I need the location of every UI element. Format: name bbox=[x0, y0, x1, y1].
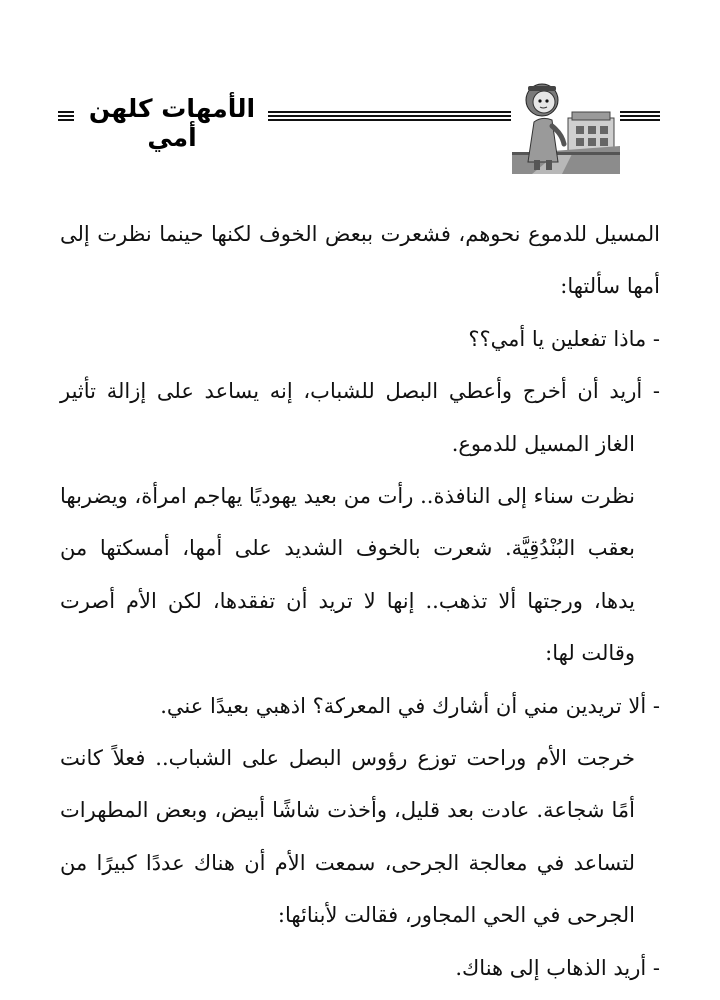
dialogue-line: - أريد أن أخرج وأعطي البصل للشباب، إنه يساعد على إزالة تأثير الغاز المسيل للدموع. bbox=[60, 379, 660, 456]
paragraph: نظرت سناء إلى النافذة.. رأت من بعيد يهوديًا يهاجم امرأة، ويضربها بعقب البُنْدُقِيَّة. شعرت بالخوف الشديد على أمها، أمسكتها من يدها، ورجتها ألا تذهب.. إنها لا تريد أن تفقدها، لكن الأم أصرت وقالت لها: bbox=[60, 484, 635, 666]
girl-with-building-illustration bbox=[512, 70, 620, 174]
dialogue-line: - ألا تريدين مني أن أشارك في المعركة؟ اذهبي بعيدًا عني. bbox=[160, 693, 660, 718]
paragraph: المسيل للدموع نحوهم، فشعرت ببعض الخوف لكنها حينما نظرت إلى أمها سألتها: bbox=[60, 222, 660, 299]
chapter-header bbox=[0, 62, 720, 172]
dialogue-line: - ماذا تفعلين يا أمي؟؟ bbox=[468, 326, 660, 351]
header-rule-right bbox=[616, 111, 660, 123]
dialogue-line: - أريد الذهاب إلى هناك. bbox=[455, 955, 660, 980]
paragraph: خرجت الأم وراحت توزع رؤوس البصل على الشباب.. فعلاً كانت أمًا شجاعة. عادت بعد قليل، وأخذت شاشًا أبيض، وبعض المطهرات لتساعد في معالجة الجرحى، سمعت الأم أن هناك عددًا كبيرًا من الجرحى في الحي المجاور، فقالت لأبنائها: bbox=[60, 746, 635, 928]
header-rule-left bbox=[58, 111, 74, 123]
chapter-title: الأمهات كلهن أمي bbox=[88, 94, 256, 152]
story-text bbox=[60, 208, 660, 994]
header-rule-middle bbox=[268, 111, 511, 123]
